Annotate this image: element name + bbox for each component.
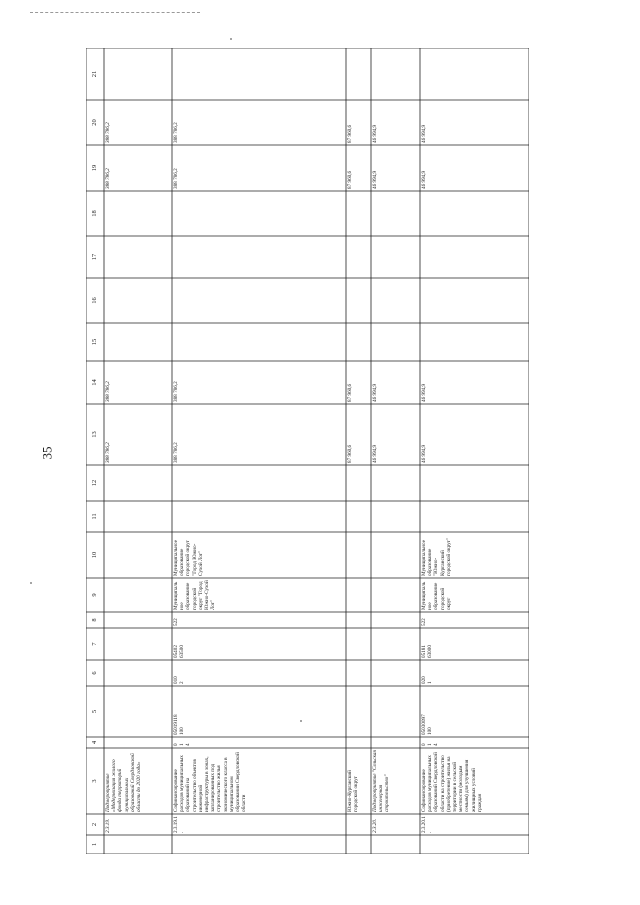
- table-cell-r2-c5: [172, 686, 346, 737]
- table-cell-r5-c7: [420, 628, 529, 660]
- column-header-14: [86, 361, 104, 404]
- table-cell-r5-c13-text: 46 994,9: [421, 444, 427, 463]
- table-cell-r5-c20: [420, 100, 529, 145]
- table-cell-r4-c14: [371, 361, 420, 404]
- table-cell-r2-c19-text: 388 786,2: [173, 168, 179, 189]
- table-cell-r5-c8: [420, 612, 529, 628]
- table-cell-r5-c9-text: Муниципальное образование городской округ: [421, 581, 452, 610]
- table-cell-r4-title-text: Подмероприятие "Сельская инженерная строительство": [372, 748, 391, 812]
- table-cell-r5-c7-text: 05181 63000: [421, 645, 434, 658]
- column-header-14-text: 14: [90, 379, 98, 386]
- table-cell-r2-title: [172, 748, 346, 814]
- column-header-18: [86, 191, 104, 236]
- column-header-20: [86, 100, 104, 145]
- budget-table: [86, 48, 529, 854]
- page-number: [40, 438, 54, 468]
- column-header-21: [86, 48, 104, 100]
- column-header-15-text: 15: [90, 338, 98, 346]
- table-cell-r3-c14-text: 87 960,6: [347, 383, 353, 402]
- table-cell-r4-c19: [371, 145, 420, 191]
- column-header-16-text: 16: [90, 297, 98, 304]
- column-header-3-text: 3: [90, 779, 98, 783]
- table-cell-r4-c13: [371, 404, 420, 465]
- column-header-13: [86, 404, 104, 465]
- column-header-9-text: 9: [90, 593, 98, 597]
- table-cell-r1-section-text: 2.3.19.: [105, 818, 111, 833]
- column-header-12-text: 12: [90, 479, 98, 487]
- table-cell-r2-c10: [172, 532, 346, 578]
- table-cell-r5-c14-text: 46 994,9: [421, 383, 427, 402]
- column-header-1-text: 1: [90, 842, 98, 847]
- column-header-17-text: 17: [90, 253, 98, 261]
- table-cell-r2-c4-text: 0 1 4: [173, 743, 192, 746]
- column-header-2-text: 2: [90, 822, 98, 827]
- table-cell-r4-c20: [371, 100, 420, 145]
- column-header-6: [86, 660, 104, 686]
- table-cell-r2-section: [172, 814, 346, 835]
- column-header-10-text: 10: [90, 551, 98, 559]
- table-cell-r5-title-text: Софинансирование расходов муниципальных образований Свердловской области на строительство (приобретение) жилья на территории в сельской местности (молодым семьям) для улучшения жилищных условий граждан: [421, 750, 483, 812]
- table-cell-r5-c14: [420, 361, 529, 404]
- table-cell-r1-y2020_14: [104, 361, 172, 404]
- table-cell-r5-c19-text: 46 994,9: [421, 170, 427, 189]
- table-cell-r5-section: [420, 814, 529, 835]
- column-header-7: [86, 628, 104, 660]
- table-cell-r5-c20-text: 46 994,9: [421, 124, 427, 143]
- table-cell-r1-y2020_20: [104, 100, 172, 145]
- column-header-15: [86, 323, 104, 361]
- table-cell-r5-c10: [420, 532, 529, 578]
- column-header-2: [86, 814, 104, 835]
- column-header-20-text: 20: [90, 119, 98, 126]
- column-header-8-text: 8: [90, 618, 98, 622]
- table-cell-r2-section-text: 2.3.19.1.: [173, 816, 186, 833]
- column-header-13-text: 13: [90, 431, 98, 438]
- table-cell-r4-c19-text: 46 994,9: [372, 170, 378, 189]
- table-cell-r5-c9: [420, 578, 529, 612]
- table-cell-r2-c20: [172, 100, 346, 145]
- column-header-21-text: 21: [90, 70, 98, 78]
- column-header-19: [86, 145, 104, 191]
- table-cell-r2-c6: [172, 660, 346, 686]
- table-cell-r2-c13: [172, 404, 346, 465]
- column-header-4-text: 4: [90, 740, 98, 745]
- table-cell-r1-y2020_19-text: 388 786,2: [105, 168, 111, 189]
- table-cell-r5-c8-text: 522: [421, 618, 427, 626]
- column-header-17: [86, 236, 104, 278]
- table-cell-r2-c5-text: 05019118 100: [173, 714, 186, 735]
- table-cell-r2-title-text: Софинансирование расходов муниципальных образований на строительство объектов инженерной инфраструктуры в зонах, запланированных под строительство жилья экономического класса в муниципальном образовании Свердловской области: [173, 750, 248, 812]
- scan-artifact-dot: [230, 38, 232, 40]
- table-cell-r3-c13: [346, 404, 371, 465]
- table-cell-r1-section: [104, 814, 172, 835]
- scan-artifact-dot: [30, 582, 32, 584]
- table-cell-r4-c20-text: 46 994,9: [372, 124, 378, 143]
- table-cell-r4-section-text: 2.3.20.: [372, 818, 378, 833]
- table-cell-r2-c7: [172, 628, 346, 660]
- column-header-9: [86, 578, 104, 612]
- table-cell-r3-c19: [346, 145, 371, 191]
- table-cell-r1-y2020_14-text: 388 786,2: [105, 381, 111, 402]
- table-cell-r2-c20-text: 388 786,2: [173, 122, 179, 143]
- table-cell-r4-title: [371, 748, 420, 814]
- table-cell-r3-c13-text: 87 960,6: [347, 444, 353, 463]
- table-cell-r2-c13-text: 388 786,2: [173, 442, 179, 463]
- table-cell-r1-y2020_13-text: 388 786,2: [105, 442, 111, 463]
- column-header-19-text: 19: [90, 164, 98, 172]
- table-cell-r2-c14-text: 388 786,2: [173, 381, 179, 402]
- table-cell-r4-c13-text: 46 994,9: [372, 444, 378, 463]
- table-cell-r2-c19: [172, 145, 346, 191]
- table-cell-r4-c14-text: 46 994,9: [372, 383, 378, 402]
- table-cell-r1-y2020_19: [104, 145, 172, 191]
- table-cell-r5-c10-text: Муниципальное образование "Южно-Курганский городской округ": [421, 538, 452, 576]
- page-number-text: 35: [39, 446, 54, 460]
- table-cell-r5-c4: [420, 737, 529, 748]
- table-cell-r1-title-text: Подмероприятие «Модернизация жилого фонда территорий муниципальных образований Свердловской области до 2020 года»: [105, 751, 143, 812]
- column-header-5-text: 5: [90, 709, 98, 714]
- column-header-6-text: 6: [90, 671, 98, 675]
- table-cell-r4-section: [371, 814, 420, 835]
- table-cell-r5-c19: [420, 145, 529, 191]
- table-cell-r3-c14: [346, 361, 371, 404]
- column-header-5: [86, 686, 104, 737]
- table-cell-r5-c6: [420, 660, 529, 686]
- table-cell-r1-y2020_20-text: 388 786,2: [105, 122, 111, 143]
- column-header-8: [86, 612, 104, 628]
- table-cell-r2-c9: [172, 578, 346, 612]
- table-cell-r2-c9-text: Муниципальное образование городской округ "Город Южно-Сухой Лог": [173, 578, 217, 610]
- column-header-16: [86, 278, 104, 323]
- table-cell-r2-c6-text: 010 2: [173, 676, 186, 684]
- scan-artifact-line: [30, 12, 200, 13]
- table-cell-r2-c7-text: 05402 63500: [173, 645, 186, 658]
- table-cell-r3-c20: [346, 100, 371, 145]
- table-cell-r5-section-text: 2.3.20.1.: [421, 816, 434, 833]
- column-header-11: [86, 501, 104, 532]
- table-cell-r5-c5: [420, 686, 529, 737]
- column-header-10: [86, 532, 104, 578]
- table-cell-r5-c13: [420, 404, 529, 465]
- table-cell-r5-title: [420, 748, 529, 814]
- table-cell-r1-y2020_13: [104, 404, 172, 465]
- table-cell-r2-c8: [172, 612, 346, 628]
- table-cell-r5-c4-text: 0 1 4: [421, 743, 440, 746]
- column-header-7-text: 7: [90, 642, 98, 646]
- table-cell-r3-title: [346, 748, 371, 814]
- column-header-4: [86, 737, 104, 748]
- table-cell-r3-c19-text: 87 960,6: [347, 170, 353, 189]
- column-header-18-text: 18: [90, 210, 98, 217]
- table-cell-r3-title-text: Южно-Курганский городской округ: [347, 768, 360, 812]
- table-cell-r2-c4: [172, 737, 346, 748]
- table-cell-r3-c20-text: 87 960,6: [347, 124, 353, 143]
- column-header-11-text: 11: [90, 513, 98, 520]
- table-cell-r2-c14: [172, 361, 346, 404]
- table-cell-r5-c5-text: 05030097 100: [421, 714, 434, 735]
- column-header-3: [86, 748, 104, 814]
- table-cell-r1-title: [104, 748, 172, 814]
- table-cell-r2-c8-text: 522: [173, 618, 179, 626]
- column-header-12: [86, 465, 104, 501]
- table-cell-r2-c10-text: Муниципальное образование городской округ "Город Южно-Сухой Лог": [173, 538, 204, 576]
- column-header-1: [86, 835, 104, 854]
- table-cell-r5-c6-text: 020 1: [421, 676, 434, 684]
